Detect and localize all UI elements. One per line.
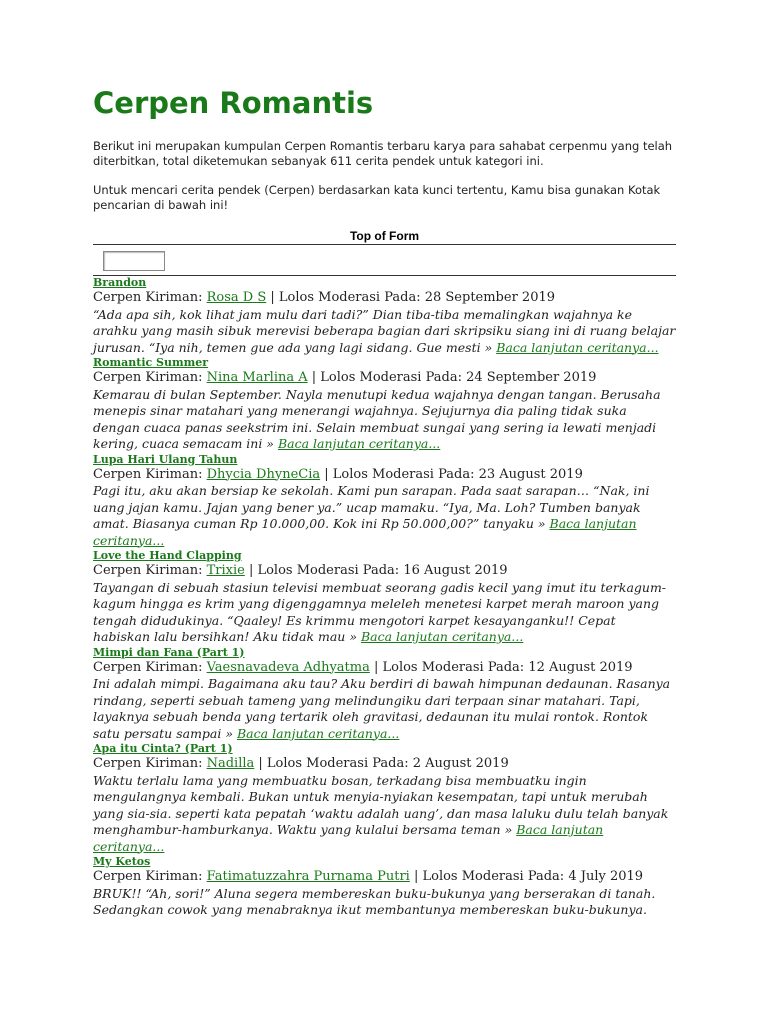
story-excerpt bbox=[93, 483, 676, 549]
story-excerpt bbox=[93, 886, 676, 919]
moderated-label: | Lolos Moderasi Pada: bbox=[409, 869, 569, 884]
excerpt-text: Tayangan di sebuah stasiun televisi membuat seorang gadis kecil yang imut itu terkagum-kagum hingga es krim yang digenggamnya meleleh menetesi karpet merah maroon yang tengah didudukinya. “Qaaley! Es krimmu mengotori karpet kesayanganku!! Cepat habiskan lalu bersihkan! Aku tidak mau bbox=[93, 579, 667, 644]
author-link[interactable]: Nina Marlina A bbox=[206, 370, 308, 385]
sent-by-label: Cerpen Kiriman: bbox=[93, 869, 207, 884]
sent-by-label: Cerpen Kiriman: bbox=[93, 290, 207, 305]
story-excerpt bbox=[93, 387, 676, 453]
story-title-link[interactable]: Mimpi dan Fana (Part 1) bbox=[93, 645, 245, 659]
sent-by-label: Cerpen Kiriman: bbox=[93, 466, 207, 482]
page-title: Cerpen Romantis bbox=[93, 86, 374, 120]
story-meta bbox=[93, 563, 676, 580]
story-item bbox=[93, 549, 676, 646]
read-more-separator: » bbox=[533, 516, 550, 531]
story-item bbox=[93, 453, 676, 550]
story-item bbox=[93, 742, 676, 855]
story-meta bbox=[93, 467, 676, 484]
story-item bbox=[93, 356, 676, 453]
search-instruction: Untuk mencari cerita pendek (Cerpen) berdasarkan kata kunci tertentu, Kamu bisa gunakan Kotak pencarian di bawah ini! bbox=[93, 183, 661, 212]
search-input[interactable] bbox=[103, 251, 165, 271]
story-meta bbox=[93, 370, 676, 387]
story-meta bbox=[93, 290, 676, 307]
excerpt-text: Kemarau di bulan September. Nayla menutupi kedua wajahnya dengan tangan. Berusaha menepis sinar matahari yang menerangi wajahnya. Sejujurnya dia paling tidak suka dengan cuaca panas seekstrim ini. Selain membuat sungai yang sering ia lewati menjadi kering, cuaca semacam ini bbox=[93, 386, 661, 451]
sent-by-label: Cerpen Kiriman: bbox=[93, 563, 207, 578]
author-link[interactable]: Fatimatuzzahra Purnama Putri bbox=[206, 869, 410, 884]
moderated-label: | Lolos Moderasi Pada: bbox=[320, 466, 479, 482]
read-more-separator: » bbox=[262, 436, 278, 451]
read-more-separator: » bbox=[480, 339, 497, 355]
excerpt-text: Ini adalah mimpi. Bagaimana aku tau? Aku berdiri di bawah himpunan dedaunan. Rasanya rindang, seperti sebuah tameng yang melindungiku dari terpaan sinar matahari. Tapi, layaknya sebuah benda yang tertarik oleh gravitasi, dedaunan itu mulai rontok. Rontok satu persatu sampai bbox=[93, 676, 671, 741]
moderated-label: | Lolos Moderasi Pada: bbox=[254, 756, 413, 771]
read-more-separator: » bbox=[345, 629, 361, 644]
story-item bbox=[93, 646, 676, 743]
story-list bbox=[93, 276, 676, 919]
excerpt-text: Waktu terlalu lama yang membuatku bosan, terkadang bisa membuatku ingin mengulangnya kembali. Bukan untuk menyia-nyiakan kesempatan, tapi untuk merubah yang sia-sia. seperti kata pepatah ‘waktu adalah uang’, dan masa laluku dulu telah banyak menghambur-hamburkanya. Waktu yang kulalui bersama teman bbox=[93, 772, 669, 837]
story-date: 4 July 2019 bbox=[568, 869, 644, 884]
read-more-separator: » bbox=[221, 725, 237, 741]
story-date: 16 August 2019 bbox=[403, 563, 508, 578]
form-top-divider bbox=[93, 244, 676, 245]
story-excerpt bbox=[93, 307, 676, 357]
excerpt-text: Pagi itu, aku akan bersiap ke sekolah. Kami pun sarapan. Pada saat sarapan… “Nak, ini uang jajan kamu. Jajan yang bener ya.” ucap mamaku. “Iya, Ma. Loh? Tumben banyak amat. Biasanya cuman Rp 10.000,00. Kok ini Rp 50.000,00?” tanyaku bbox=[93, 483, 650, 531]
form-top-label: Top of Form bbox=[349, 229, 420, 243]
story-excerpt bbox=[93, 580, 676, 646]
story-title-link[interactable]: Lupa Hari Ulang Tahun bbox=[93, 452, 238, 466]
story-title-link[interactable]: Brandon bbox=[93, 276, 147, 289]
story-meta bbox=[93, 756, 676, 773]
moderated-label: | Lolos Moderasi Pada: bbox=[266, 290, 425, 305]
author-link[interactable]: Vaesnavadeva Adhyatma bbox=[206, 659, 370, 675]
moderated-label: | Lolos Moderasi Pada: bbox=[307, 370, 467, 385]
read-more-link[interactable]: Baca lanjutan ceritanya... bbox=[360, 629, 524, 644]
read-more-link[interactable]: Baca lanjutan ceritanya... bbox=[237, 725, 400, 741]
excerpt-text: BRUK!! “Ah, sori!” Aluna segera membereskan buku-bukunya yang berserakan di tanah. Sedangkan cowok yang menabraknya ikut membantunya membereskan buku-bukunya. bbox=[93, 885, 656, 917]
story-excerpt bbox=[93, 773, 676, 856]
story-title-link[interactable]: Love the Hand Clapping bbox=[93, 549, 242, 562]
story-excerpt bbox=[93, 676, 676, 742]
read-more-link[interactable]: Baca lanjutan ceritanya... bbox=[277, 436, 441, 451]
story-date: 2 August 2019 bbox=[412, 756, 509, 771]
read-more-link[interactable]: Baca lanjutan ceritanya... bbox=[93, 822, 604, 854]
sent-by-label: Cerpen Kiriman: bbox=[93, 370, 207, 385]
story-title-link[interactable]: Apa itu Cinta? (Part 1) bbox=[93, 742, 233, 755]
author-link[interactable]: Trixie bbox=[206, 563, 245, 578]
story-meta bbox=[93, 869, 676, 886]
read-more-separator: » bbox=[500, 822, 517, 837]
story-date: 28 September 2019 bbox=[424, 290, 556, 305]
author-link[interactable]: Dhycia DhyneCia bbox=[206, 466, 321, 482]
author-link[interactable]: Rosa D S bbox=[206, 290, 267, 305]
intro-paragraph: Berikut ini merupakan kumpulan Cerpen Romantis terbaru karya para sahabat cerpenmu yang telah diterbitkan, total diketemukan sebanyak 611 cerita pendek untuk kategori ini. bbox=[93, 139, 673, 168]
story-date: 24 September 2019 bbox=[466, 370, 597, 385]
moderated-label: | Lolos Moderasi Pada: bbox=[369, 659, 529, 675]
sent-by-label: Cerpen Kiriman: bbox=[93, 756, 207, 771]
read-more-link[interactable]: Baca lanjutan ceritanya... bbox=[93, 516, 637, 548]
story-item bbox=[93, 276, 676, 356]
sent-by-label: Cerpen Kiriman: bbox=[93, 659, 207, 675]
moderated-label: | Lolos Moderasi Pada: bbox=[244, 563, 404, 578]
story-date: 23 August 2019 bbox=[478, 466, 583, 482]
story-title-link[interactable]: My Ketos bbox=[93, 855, 151, 868]
author-link[interactable]: Nadilla bbox=[206, 756, 255, 771]
story-title-link[interactable]: Romantic Summer bbox=[93, 356, 209, 369]
story-date: 12 August 2019 bbox=[528, 659, 633, 675]
read-more-link[interactable]: Baca lanjutan ceritanya... bbox=[496, 339, 659, 355]
story-item bbox=[93, 855, 676, 919]
excerpt-text: “Ada apa sih, kok lihat jam mulu dari tadi?” Dian tiba-tiba memalingkan wajahnya ke arahku yang masih sibuk merevisi beberapa bagian dari skripsiku siang ini di ruang belajar jurusan. “Iya nih, temen gue ada yang lagi sidang. Gue mesti bbox=[93, 306, 676, 355]
story-meta bbox=[93, 660, 676, 677]
